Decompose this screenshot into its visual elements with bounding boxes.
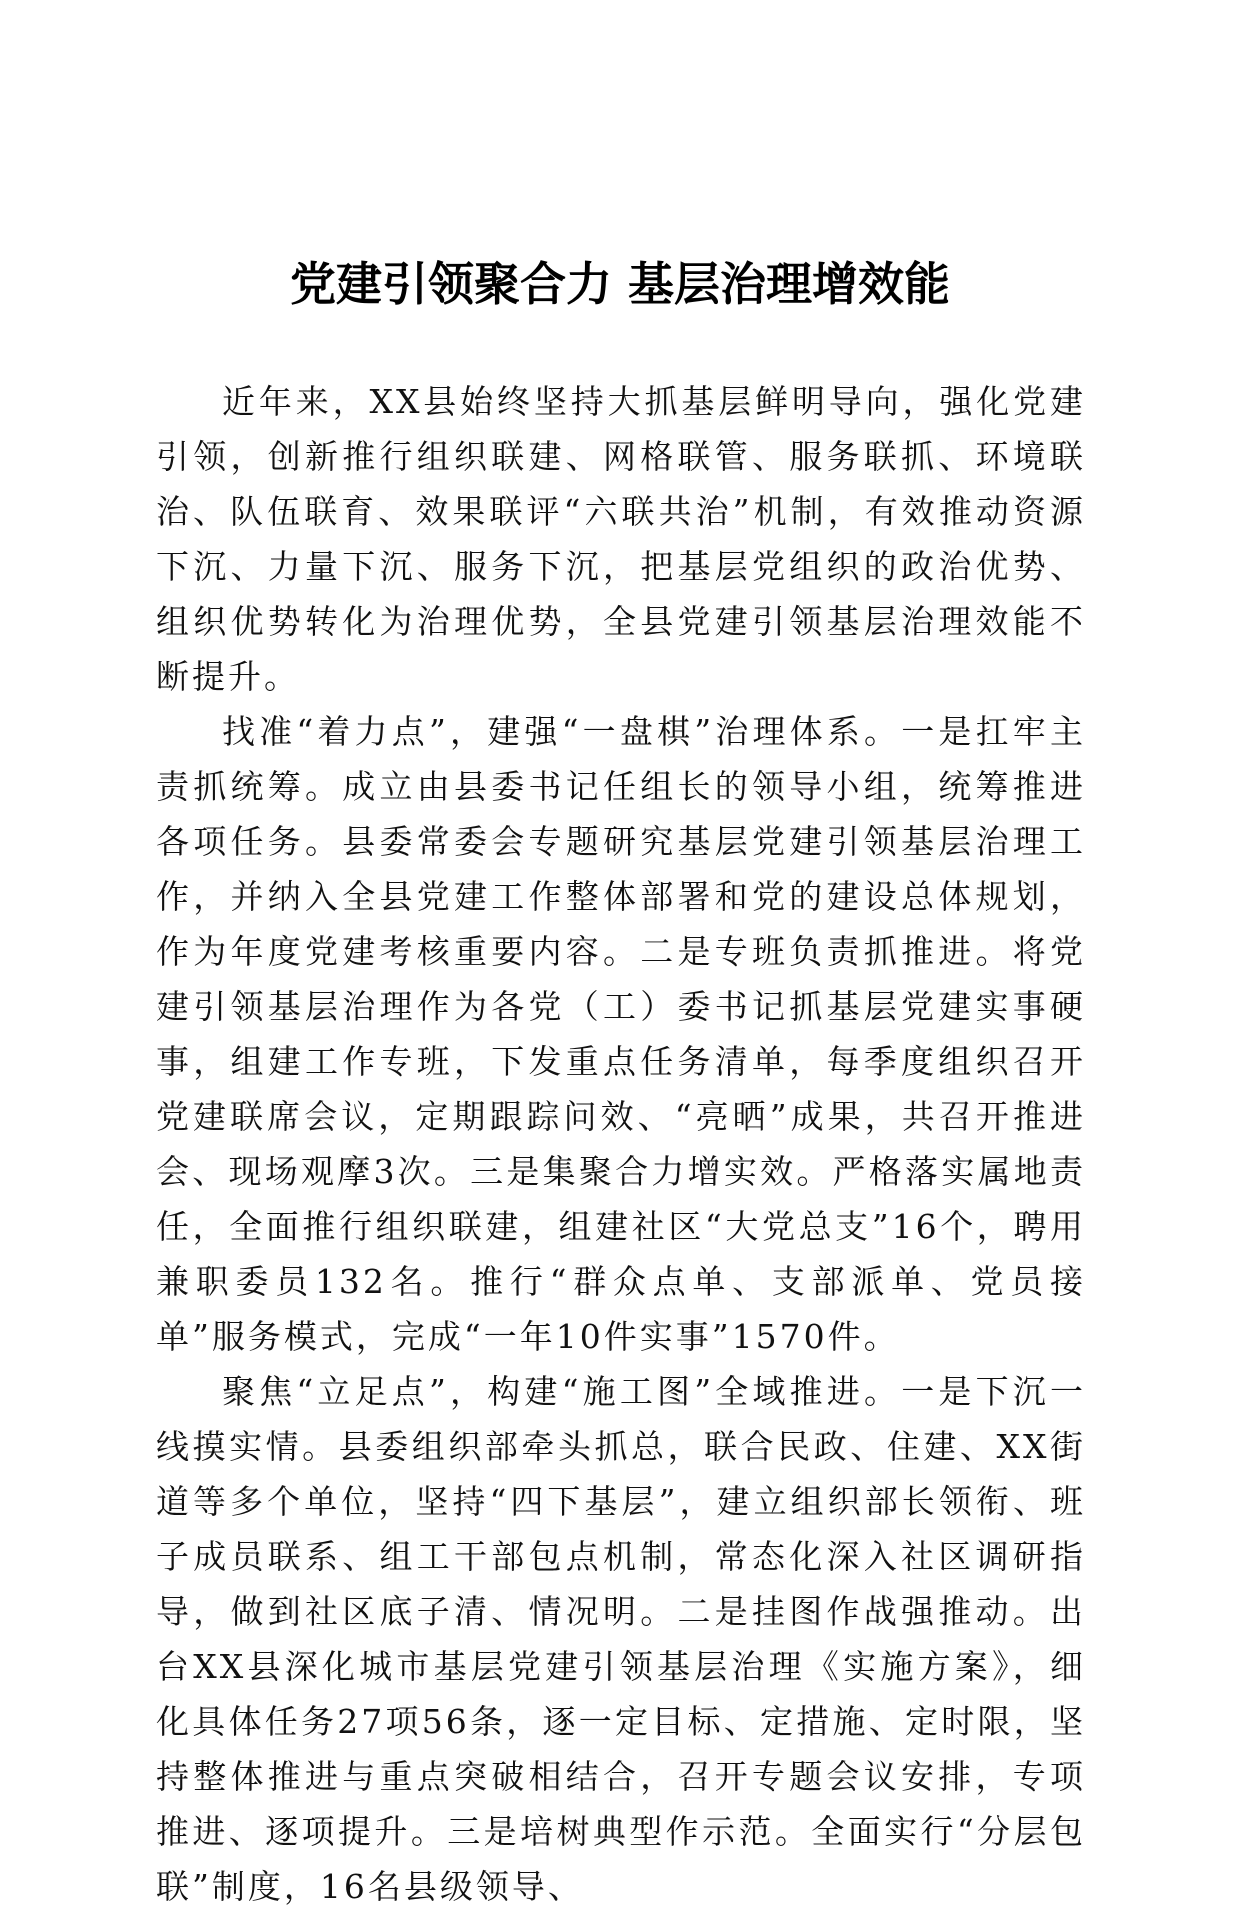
document-body bbox=[156, 374, 1086, 1914]
document-title: 党建引领聚合力 基层治理增效能 bbox=[289, 257, 950, 311]
paragraph-intro: 近年来，XX县始终坚持大抓基层鲜明导向，强化党建引领，创新推行组织联建、网格联管、服务联抓、环境联治、队伍联育、效果联评“六联共治”机制，有效推动资源下沉、力量下沉、服务下沉，把基层党组织的政治优势、组织优势转化为治理优势，全县党建引领基层治理效能不断提升。 bbox=[156, 382, 1086, 696]
paragraph-focus-point: 找准“着力点”，建强“一盘棋”治理体系。一是扛牢主责抓统筹。成立由县委书记任组长的领导小组，统筹推进各项任务。县委常委会专题研究基层党建引领基层治理工作，并纳入全县党建工作整体部署和党的建设总体规划，作为年度党建考核重要内容。二是专班负责抓推进。将党建引领基层治理作为各党（工）委书记抓基层党建实事硬事，组建工作专班，下发重点任务清单，每季度组织召开党建联席会议，定期跟踪问效、“亮晒”成果，共召开推进会、现场观摩3次。三是集聚合力增实效。严格落实属地责任，全面推行组织联建，组建社区“大党总支”16个，聘用兼职委员132名。推行“群众点单、支部派单、党员接单”服务模式，完成“一年10件实事”1570件。 bbox=[156, 712, 1086, 1356]
paragraph-foothold: 聚焦“立足点”，构建“施工图”全域推进。一是下沉一线摸实情。县委组织部牵头抓总，联合民政、住建、XX街道等多个单位，坚持“四下基层”，建立组织部长领衔、班子成员联系、组工干部包点机制，常态化深入社区调研指导，做到社区底子清、情况明。二是挂图作战强推动。出台XX县深化城市基层党建引领基层治理《实施方案》，细化具体任务27项56条，逐一定目标、定措施、定时限，坚持整体推进与重点突破相结合，召开专题会议安排，专项推进、逐项提升。三是培树典型作示范。全面实行“分层包联”制度，16名县级领导、 bbox=[156, 1372, 1086, 1906]
